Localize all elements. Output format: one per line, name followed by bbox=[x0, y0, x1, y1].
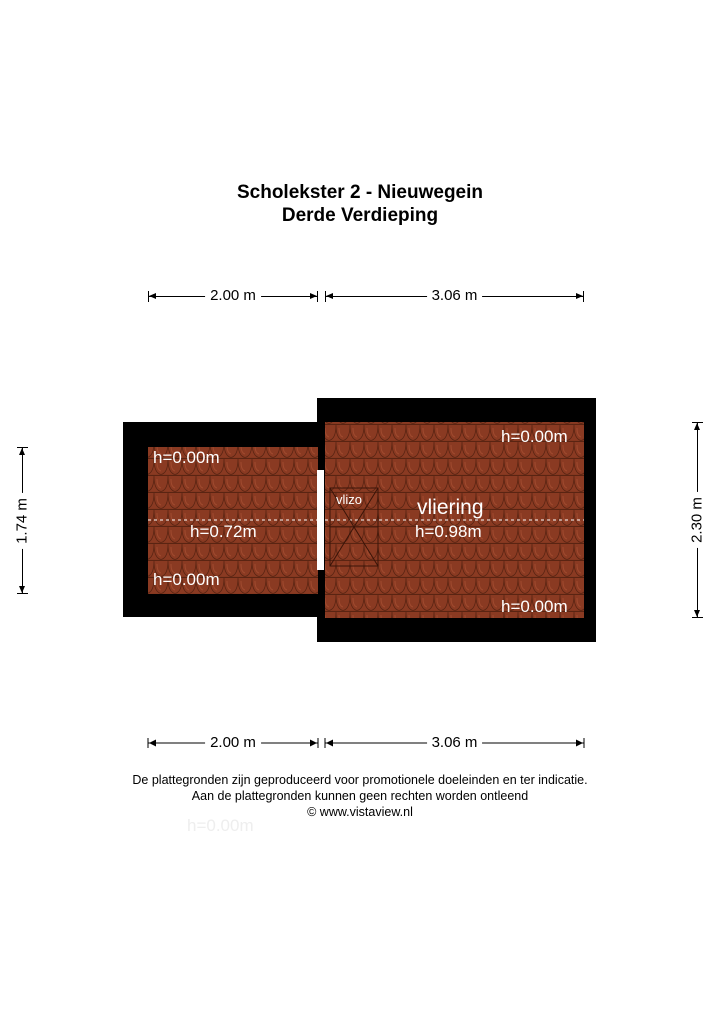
dimension-label: 2.30 m bbox=[689, 492, 706, 548]
dimension-label: 2.00 m bbox=[205, 734, 261, 752]
wall-opening bbox=[317, 470, 324, 570]
dimension-label: 3.06 m bbox=[427, 734, 483, 752]
dimension-label: 3.06 m bbox=[427, 287, 483, 305]
right-room-height-top: h=0.00m bbox=[501, 427, 568, 446]
dimension-label: 1.74 m bbox=[14, 493, 31, 549]
room-name: vliering bbox=[417, 496, 484, 519]
hatch-label: vlizo bbox=[336, 492, 363, 507]
disclaimer-line-1: De plattegronden zijn geproduceerd voor promotionele doeleinden en ter indicatie. bbox=[132, 773, 588, 787]
copyright-line: © www.vistaview.nl bbox=[307, 805, 413, 819]
left-room-height-mid: h=0.72m bbox=[190, 522, 257, 541]
disclaimer-line-2: Aan de plattegronden kunnen geen rechten worden ontleend bbox=[191, 789, 529, 803]
left-room-height-top: h=0.00m bbox=[153, 448, 220, 467]
ghost-height-label: h=0.00m bbox=[187, 816, 254, 835]
floor-name: Derde Verdieping bbox=[281, 205, 439, 226]
plan-title: Scholekster 2 - Nieuwegein bbox=[236, 182, 484, 203]
dimension-bottom-right-label bbox=[325, 736, 584, 750]
right-room-height-mid: h=0.98m bbox=[415, 522, 482, 541]
left-room-height-bottom: h=0.00m bbox=[153, 570, 220, 589]
dimension-bottom-left-label bbox=[148, 736, 318, 750]
right-room-height-bottom: h=0.00m bbox=[501, 597, 568, 616]
dimension-label: 2.00 m bbox=[205, 287, 261, 305]
